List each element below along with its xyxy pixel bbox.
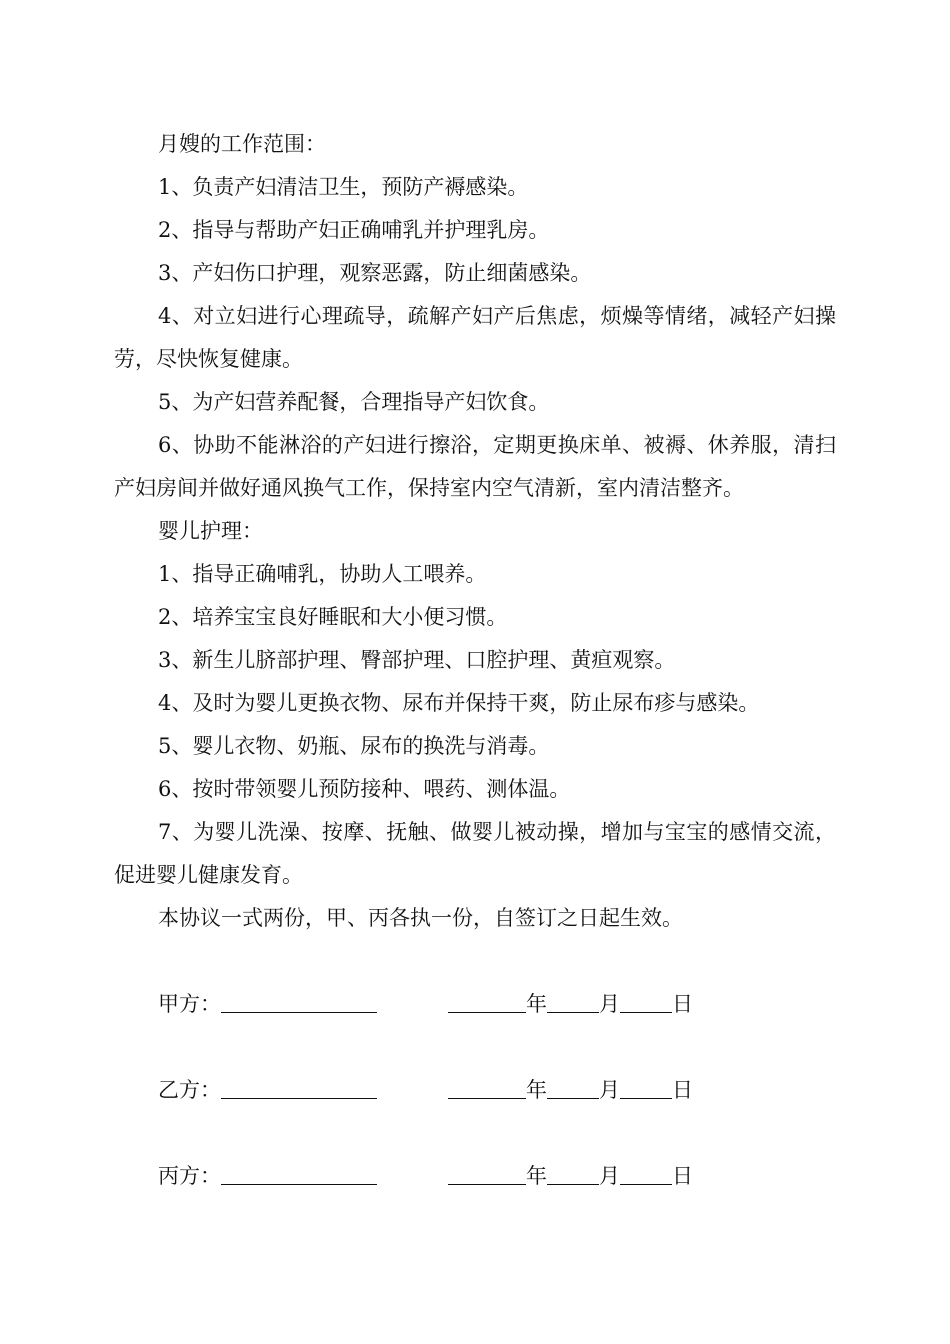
signature-row-party-c bbox=[158, 1161, 693, 1191]
day-label: 日 bbox=[672, 992, 693, 1016]
day-blank[interactable] bbox=[620, 1161, 672, 1185]
month-label: 月 bbox=[599, 1164, 620, 1188]
year-blank[interactable] bbox=[448, 1161, 526, 1185]
signature-row-party-a bbox=[158, 989, 693, 1019]
month-label: 月 bbox=[599, 992, 620, 1016]
month-blank[interactable] bbox=[547, 989, 599, 1013]
list-item: 6、协助不能淋浴的产妇进行擦浴，定期更换床单、被褥、休养服，清扫产妇房间并做好通风换气工作，保持室内空气清新，室内清洁整齐。 bbox=[114, 433, 836, 500]
list-item: 1、指导正确哺乳，协助人工喂养。 bbox=[158, 562, 487, 586]
month-blank[interactable] bbox=[547, 1161, 599, 1185]
section-heading-nanny-scope: 月嫂的工作范围： bbox=[158, 132, 326, 156]
list-item: 2、指导与帮助产妇正确哺乳并护理乳房。 bbox=[158, 218, 550, 242]
list-item: 4、及时为婴儿更换衣物、尿布并保持干爽，防止尿布疹与感染。 bbox=[158, 691, 760, 715]
year-label: 年 bbox=[526, 1078, 547, 1102]
date-group bbox=[448, 989, 693, 1019]
list-item: 1、负责产妇清洁卫生，预防产褥感染。 bbox=[158, 175, 529, 199]
day-blank[interactable] bbox=[620, 989, 672, 1013]
party-label: 乙方： bbox=[158, 1078, 221, 1102]
list-item: 5、婴儿衣物、奶瓶、尿布的换洗与消毒。 bbox=[158, 734, 550, 758]
month-label: 月 bbox=[599, 1078, 620, 1102]
list-item: 6、按时带领婴儿预防接种、喂药、测体温。 bbox=[158, 777, 571, 801]
day-blank[interactable] bbox=[620, 1075, 672, 1099]
month-blank[interactable] bbox=[547, 1075, 599, 1099]
year-blank[interactable] bbox=[448, 1075, 526, 1099]
signature-blank[interactable] bbox=[221, 1161, 377, 1185]
year-label: 年 bbox=[526, 992, 547, 1016]
day-label: 日 bbox=[672, 1164, 693, 1188]
list-item: 5、为产妇营养配餐，合理指导产妇饮食。 bbox=[158, 390, 550, 414]
day-label: 日 bbox=[672, 1078, 693, 1102]
list-item: 2、培养宝宝良好睡眠和大小便习惯。 bbox=[158, 605, 508, 629]
signature-blank[interactable] bbox=[221, 1075, 377, 1099]
party-label: 甲方： bbox=[158, 992, 221, 1016]
document-body bbox=[114, 123, 836, 940]
list-item: 3、新生儿脐部护理、臀部护理、口腔护理、黄疸观察。 bbox=[158, 648, 676, 672]
list-item: 4、对立妇进行心理疏导，疏解产妇产后焦虑，烦燥等情绪，减轻产妇操劳，尽快恢复健康。 bbox=[114, 304, 836, 371]
section-heading-infant-care: 婴儿护理： bbox=[158, 519, 263, 543]
agreement-clause: 本协议一式两份，甲、丙各执一份，自签订之日起生效。 bbox=[158, 906, 683, 930]
date-group bbox=[448, 1075, 693, 1105]
party-label: 丙方： bbox=[158, 1164, 221, 1188]
list-item: 7、为婴儿洗澡、按摩、抚触、做婴儿被动操，增加与宝宝的感情交流，促进婴儿健康发育。 bbox=[114, 820, 836, 887]
list-item: 3、产妇伤口护理，观察恶露，防止细菌感染。 bbox=[158, 261, 592, 285]
signature-blank[interactable] bbox=[221, 989, 377, 1013]
date-group bbox=[448, 1161, 693, 1191]
year-blank[interactable] bbox=[448, 989, 526, 1013]
signature-row-party-b bbox=[158, 1075, 693, 1105]
year-label: 年 bbox=[526, 1164, 547, 1188]
